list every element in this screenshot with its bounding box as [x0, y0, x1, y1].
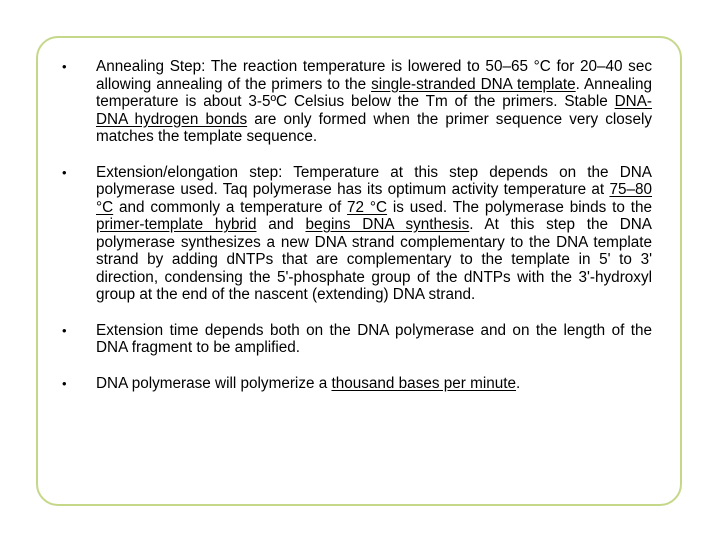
- bullet-annealing: [52, 58, 652, 146]
- bullet-dot: •: [62, 164, 67, 180]
- bullet-extension: [52, 164, 652, 304]
- underlined-term: thousand bases per minute: [331, 374, 517, 392]
- text-run: and: [256, 216, 306, 233]
- bullet-polymerize-rate: [52, 375, 652, 393]
- text-run: and commonly a temperature of: [113, 198, 348, 216]
- underlined-term: 72 °C: [347, 198, 388, 216]
- bullet-extension-time: [52, 322, 652, 357]
- bullet-dot: •: [62, 322, 67, 338]
- underlined-term: 75–80 °C: [96, 181, 652, 216]
- underlined-term: DNA-DNA hydrogen bonds: [96, 93, 652, 128]
- text-run: . At this step the DNA polymerase synthesizes a new DNA strand complementary to the DNA template strand by adding dNTPs that are complementary to the template in 5' to 3' direction, condensing the 5'-phosphate group of the dNTPs with the 3'-hydroxyl group at the end of the nascent (extending) DNA strand.: [96, 216, 652, 303]
- text-run: is used. The polymerase binds to the: [387, 198, 652, 216]
- bullet-list: [52, 58, 652, 392]
- underlined-term: single-stranded DNA template: [371, 75, 576, 93]
- text-run: .: [516, 374, 521, 392]
- text-run: Annealing Step: The reaction temperature is lowered to 50–65 °C for 20–40 sec allowing annealing of the primers to the: [96, 58, 652, 93]
- text-run: DNA polymerase will polymerize a: [96, 374, 332, 392]
- text-run: are only formed when the primer sequence very closely matches the template sequence.: [96, 110, 652, 145]
- text-run: Extension/elongation step: Temperature at this step depends on the DNA polymerase used. Taq polymerase has its optimum activity temperature at: [96, 163, 652, 198]
- underlined-term: primer-template hybrid: [96, 216, 257, 233]
- underlined-term: begins DNA synthesis: [305, 216, 470, 233]
- text-run: . Annealing temperature is about 3-5ºC Celsius below the Tm of the primers. Stable: [96, 75, 652, 110]
- bullet-dot: •: [62, 59, 67, 74]
- text-run: Extension time depends both on the DNA polymerase and on the length of the DNA fragment to be amplified.: [96, 321, 652, 356]
- bullet-dot: •: [62, 375, 67, 391]
